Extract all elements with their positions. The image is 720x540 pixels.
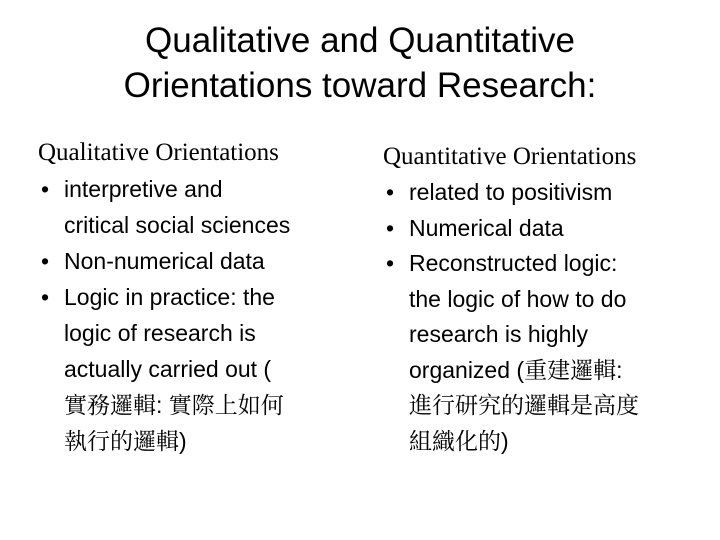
bullet-icon: •	[385, 179, 395, 205]
bullet-icon: •	[385, 214, 395, 241]
bullet-icon: •	[40, 248, 50, 274]
list-item-text: 實務邏輯: 實際上如何	[64, 392, 284, 418]
list-item-text: Non-numerical data	[64, 248, 265, 274]
bullet-icon: •	[40, 176, 50, 202]
list-item-text: Numerical data	[409, 214, 564, 241]
list-item-text: 進行研究的邏輯是高度	[409, 392, 639, 418]
slide-title	[0, 18, 720, 108]
slide-title-line-2: Orientations toward Research:	[123, 66, 597, 105]
bullet-icon: •	[40, 284, 50, 310]
list-item-text: Reconstructed logic:	[409, 250, 618, 276]
list-item	[383, 246, 713, 459]
qualitative-bullet-list	[38, 171, 358, 459]
quantitative-column	[383, 138, 713, 459]
list-item-text: the logic of how to do	[409, 285, 627, 312]
list-item	[383, 211, 713, 247]
list-item-text: interpretive and	[64, 176, 223, 202]
slide-title-line-1: Qualitative and Quantitative	[145, 21, 575, 60]
list-item	[38, 279, 358, 459]
list-item-text: actually carried out (	[64, 356, 272, 382]
list-item-text: Logic in practice: the	[64, 284, 275, 310]
list-item	[38, 243, 358, 279]
list-item	[383, 175, 713, 211]
list-item-text: organized (重建邏輯:	[409, 356, 623, 383]
list-item-text: related to positivism	[409, 179, 613, 205]
quantitative-bullet-list	[383, 175, 713, 459]
list-item-text: research is highly	[409, 321, 588, 347]
list-item	[38, 171, 358, 243]
list-item-text: 組織化的)	[409, 427, 509, 454]
list-item-text: critical social sciences	[64, 212, 291, 238]
list-item-text: 執行的邏輯)	[64, 428, 187, 454]
list-item-text: logic of research is	[64, 320, 256, 346]
quantitative-heading: Quantitative Orientations	[383, 143, 637, 170]
bullet-icon: •	[385, 250, 395, 276]
qualitative-column	[38, 138, 358, 459]
qualitative-heading: Qualitative Orientations	[38, 139, 279, 166]
